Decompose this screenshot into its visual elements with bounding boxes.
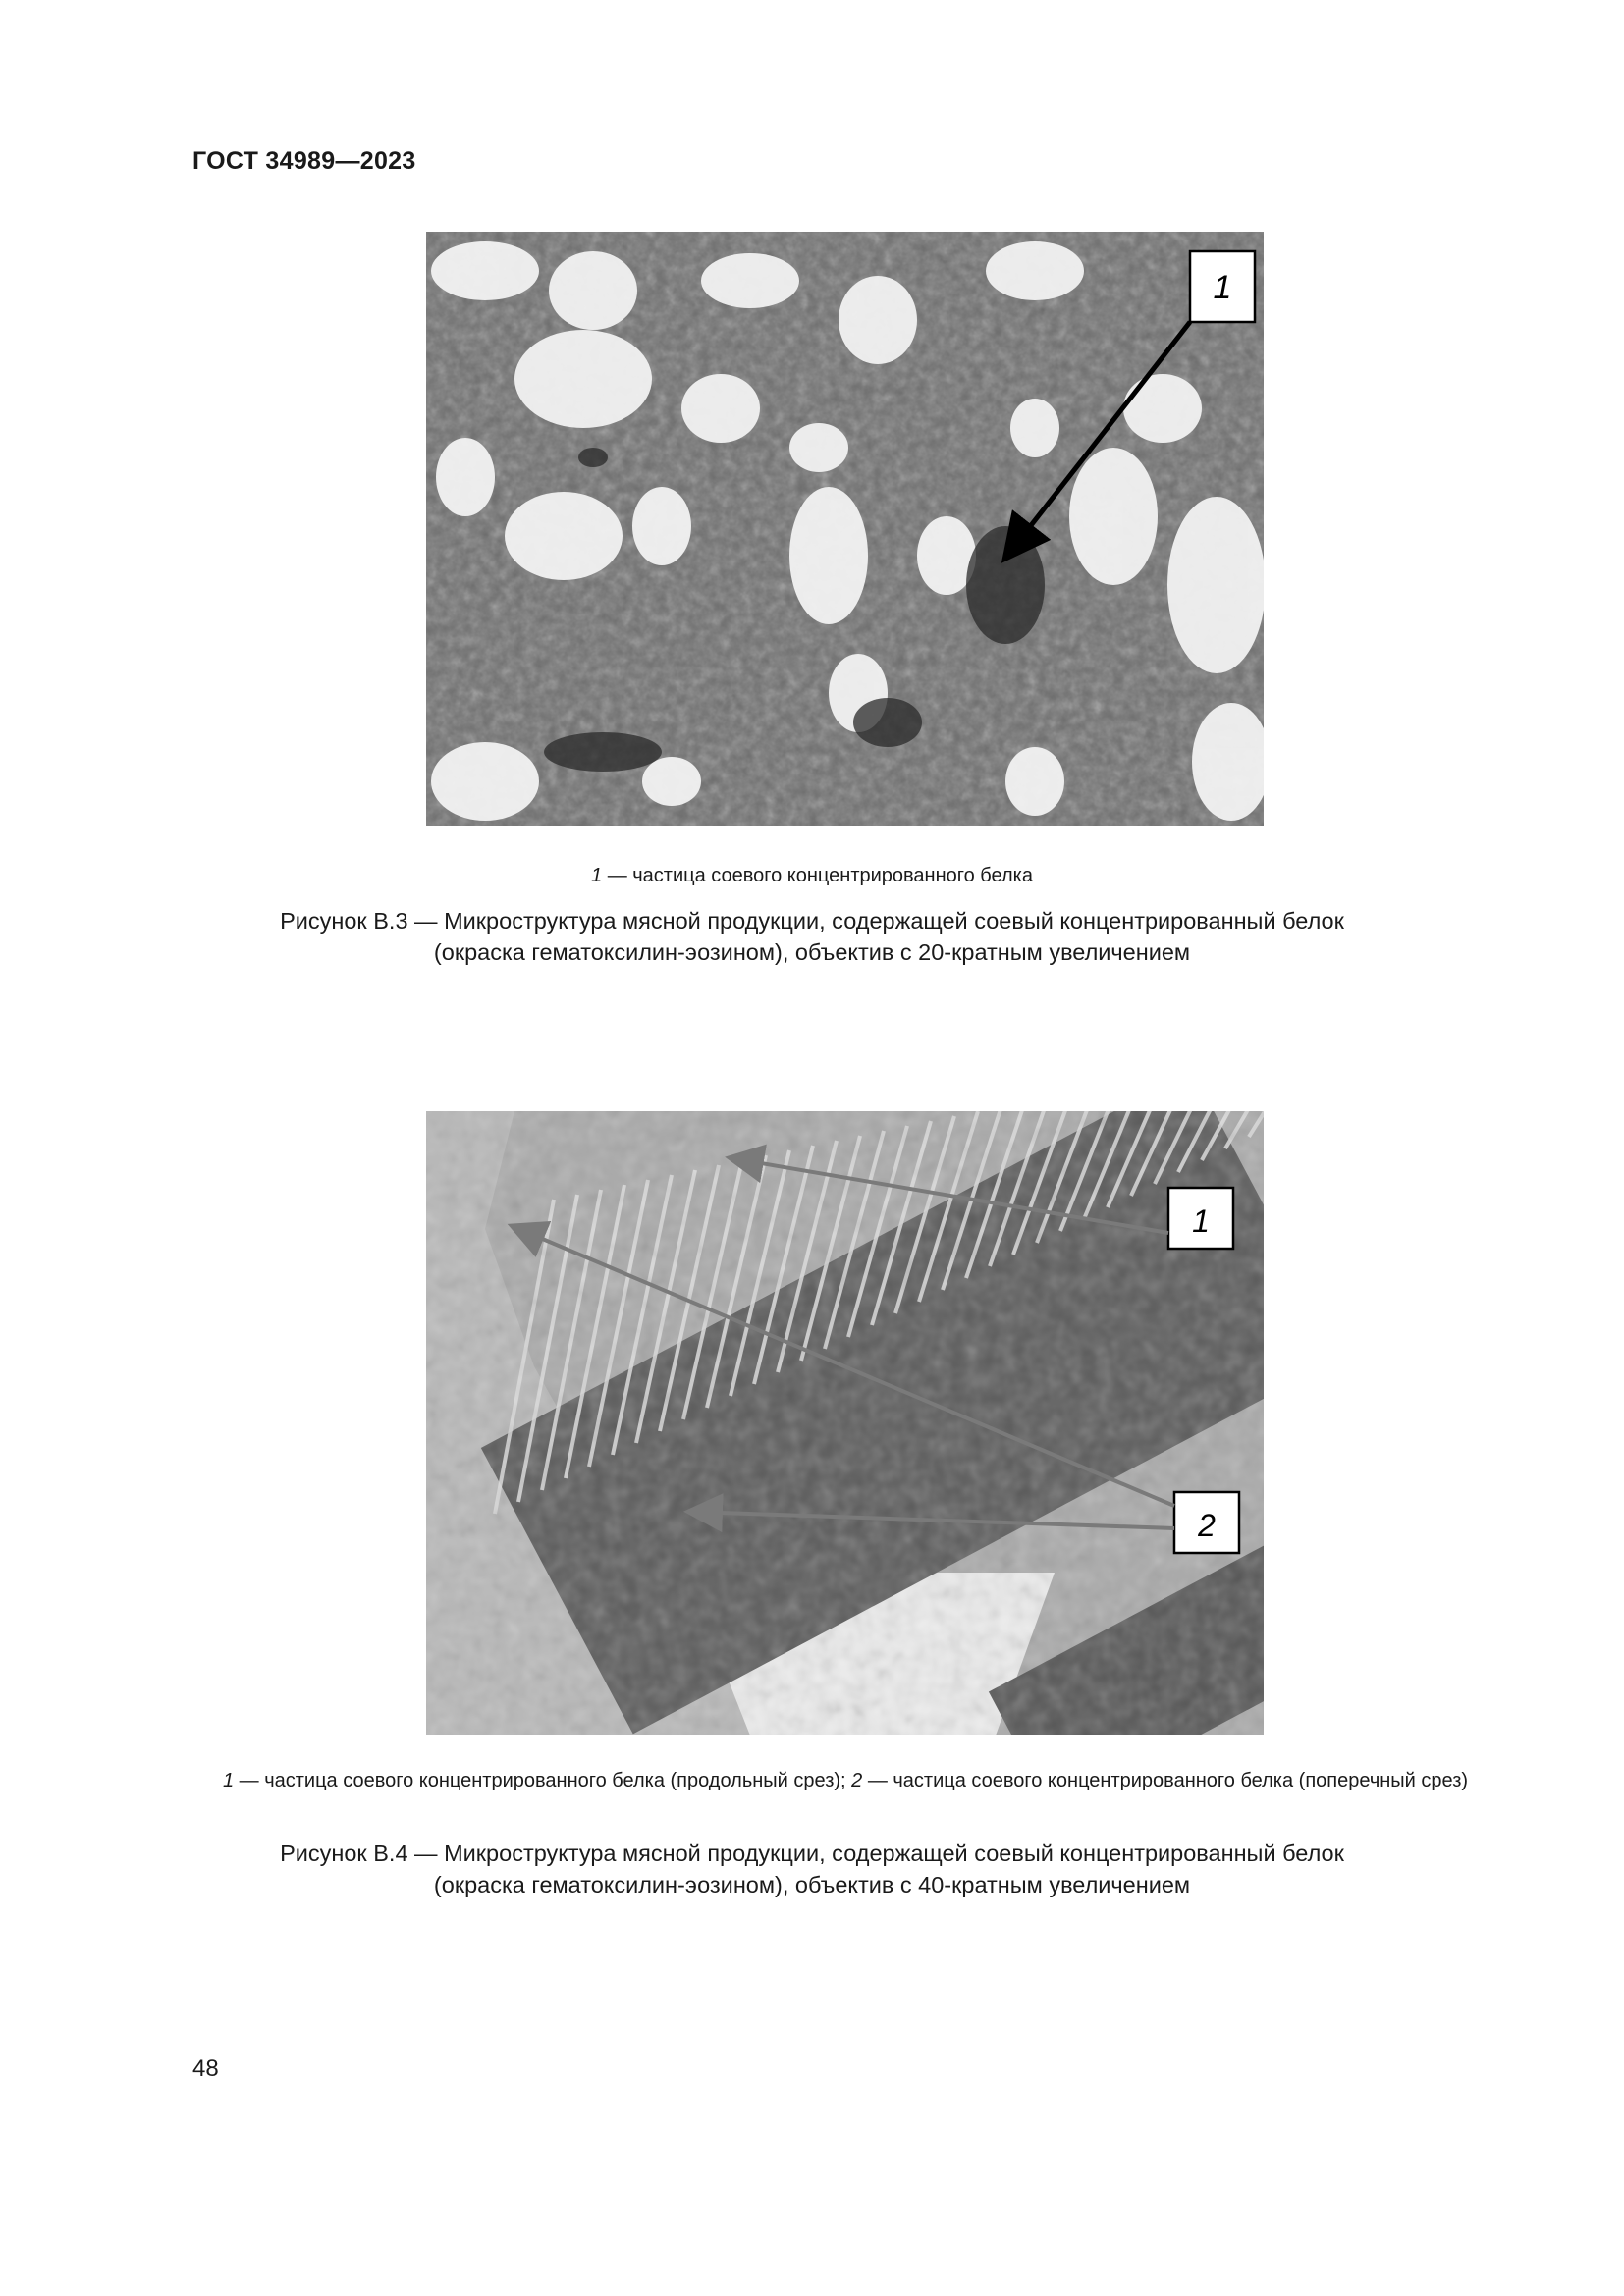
legend-item-2-number: 2 [851,1770,863,1791]
micrograph-b3-image [426,232,1264,826]
legend-item-1-number: 1 [222,1770,235,1791]
caption-line: (окраска гематоксилин-эозином), объектив с 40-кратным увеличением [433,1872,1191,1897]
page-number: 48 [192,2056,219,2082]
legend-item-number: 1 [591,865,603,886]
caption-line: (окраска гематоксилин-эозином), объектив с 20-кратным увеличением [433,939,1191,965]
legend-item-1-text: — частица соевого концентрированного белка (продольный срез); [239,1770,846,1791]
micrograph-figure-b4 [426,1111,1264,1735]
document-header: ГОСТ 34989—2023 [192,147,416,175]
legend-item-text: частица соевого концентрированного белка [632,865,1033,886]
micrograph-figure-b3 [426,232,1264,826]
callout-1-label: 1 [1192,1203,1210,1239]
legend-dash: — [607,865,627,886]
micrograph-b4-image [426,1111,1264,1735]
callout-1-label: 1 [1213,269,1232,306]
figure-b3-caption [196,905,1428,968]
figure-b4-caption [196,1838,1428,1900]
figure-b3-legend [0,862,1624,889]
figure-b4-legend [192,1767,1498,1794]
callout-2-label: 2 [1198,1508,1216,1543]
legend-item-2-text: — частица соевого концентрированного белка (поперечный срез) [867,1770,1469,1791]
caption-line: Рисунок В.3 — Микроструктура мясной продукции, содержащей соевый концентрированный белок [280,908,1344,934]
caption-line: Рисунок В.4 — Микроструктура мясной продукции, содержащей соевый концентрированный белок [280,1841,1344,1866]
